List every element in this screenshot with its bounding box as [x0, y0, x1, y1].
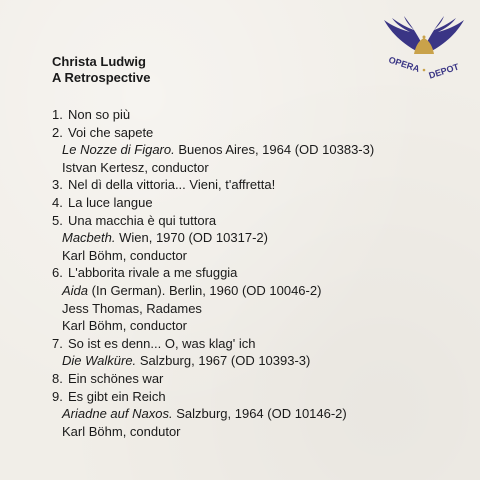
track-list — [52, 106, 374, 440]
track-number: 2. — [52, 124, 63, 140]
track-number: 7. — [52, 335, 63, 351]
track-details: Salzburg, 1964 (OD 10146-2) — [176, 406, 347, 422]
track-details: Salzburg, 1967 (OD 10393-3) — [139, 353, 311, 369]
track-work: Die Walküre. — [62, 353, 137, 369]
track-credit: Karl Böhm, condutor — [62, 423, 181, 439]
track-title: Ein schönes war — [68, 370, 164, 386]
track-work: Le Nozze di Figaro. — [62, 142, 175, 158]
track-title: L'abborita rivale a me sfuggia — [68, 265, 238, 281]
track-title-line — [52, 388, 374, 406]
track-title-line — [52, 335, 374, 353]
track-number: 6. — [52, 265, 63, 281]
opera-depot-logo — [380, 14, 468, 80]
track-recording-line — [52, 405, 374, 423]
track-item — [52, 264, 374, 334]
track-item — [52, 124, 374, 177]
track-title-line — [52, 212, 374, 230]
track-title: La luce langue — [68, 194, 153, 210]
track-item — [52, 388, 374, 441]
track-title: Non so più — [68, 107, 131, 122]
track-title-line — [52, 264, 374, 282]
track-title: Es gibt ein Reich — [68, 388, 166, 404]
track-number: 4. — [52, 194, 63, 210]
track-title-line — [52, 106, 374, 124]
track-credit: Istvan Kertesz, conductor — [62, 159, 209, 175]
track-item — [52, 176, 374, 194]
album-heading — [52, 54, 151, 86]
track-recording-line — [52, 229, 374, 247]
album-title: A Retrospective — [52, 70, 151, 85]
track-title-line — [52, 194, 374, 212]
track-item — [52, 106, 374, 124]
track-credit: Karl Böhm, conductor — [62, 318, 188, 334]
track-work: Macbeth. — [62, 230, 116, 246]
track-title-line — [52, 124, 374, 142]
track-title: Nel dì della vittoria... Vieni, t'affretta! — [68, 177, 276, 193]
artist-name: Christa Ludwig — [52, 54, 146, 69]
track-credit: Karl Böhm, conductor — [62, 247, 188, 263]
track-recording-line — [52, 141, 374, 159]
track-item — [52, 212, 374, 265]
svg-text:DEPOT: DEPOT — [427, 61, 461, 80]
track-work: Ariadne auf Naxos. — [62, 406, 173, 422]
track-item — [52, 194, 374, 212]
track-recording-line — [52, 282, 374, 300]
track-number: 5. — [52, 212, 63, 228]
track-item — [52, 335, 374, 370]
track-item — [52, 370, 374, 388]
track-title-line — [52, 370, 374, 388]
track-number: 1. — [52, 107, 63, 122]
track-recording-line — [52, 352, 374, 370]
track-number: 3. — [52, 177, 63, 193]
track-title: So ist es denn... O, was klag' ich — [68, 335, 256, 351]
svg-text:OPERA: OPERA — [387, 54, 421, 74]
track-work: Aida — [62, 282, 89, 298]
track-number: 9. — [52, 388, 63, 404]
track-title: Una macchia è qui tuttora — [68, 212, 217, 228]
track-details: (In German). Berlin, 1960 (OD 10046-2) — [91, 282, 322, 298]
track-number: 8. — [52, 370, 63, 386]
track-credit: Jess Thomas, Radames — [62, 300, 202, 316]
track-title-line — [52, 176, 374, 194]
track-details: Buenos Aires, 1964 (OD 10383-3) — [178, 142, 375, 158]
track-details: Wien, 1970 (OD 10317-2) — [119, 230, 268, 246]
winged-dome-icon — [380, 14, 468, 80]
track-title: Voi che sapete — [68, 124, 154, 140]
